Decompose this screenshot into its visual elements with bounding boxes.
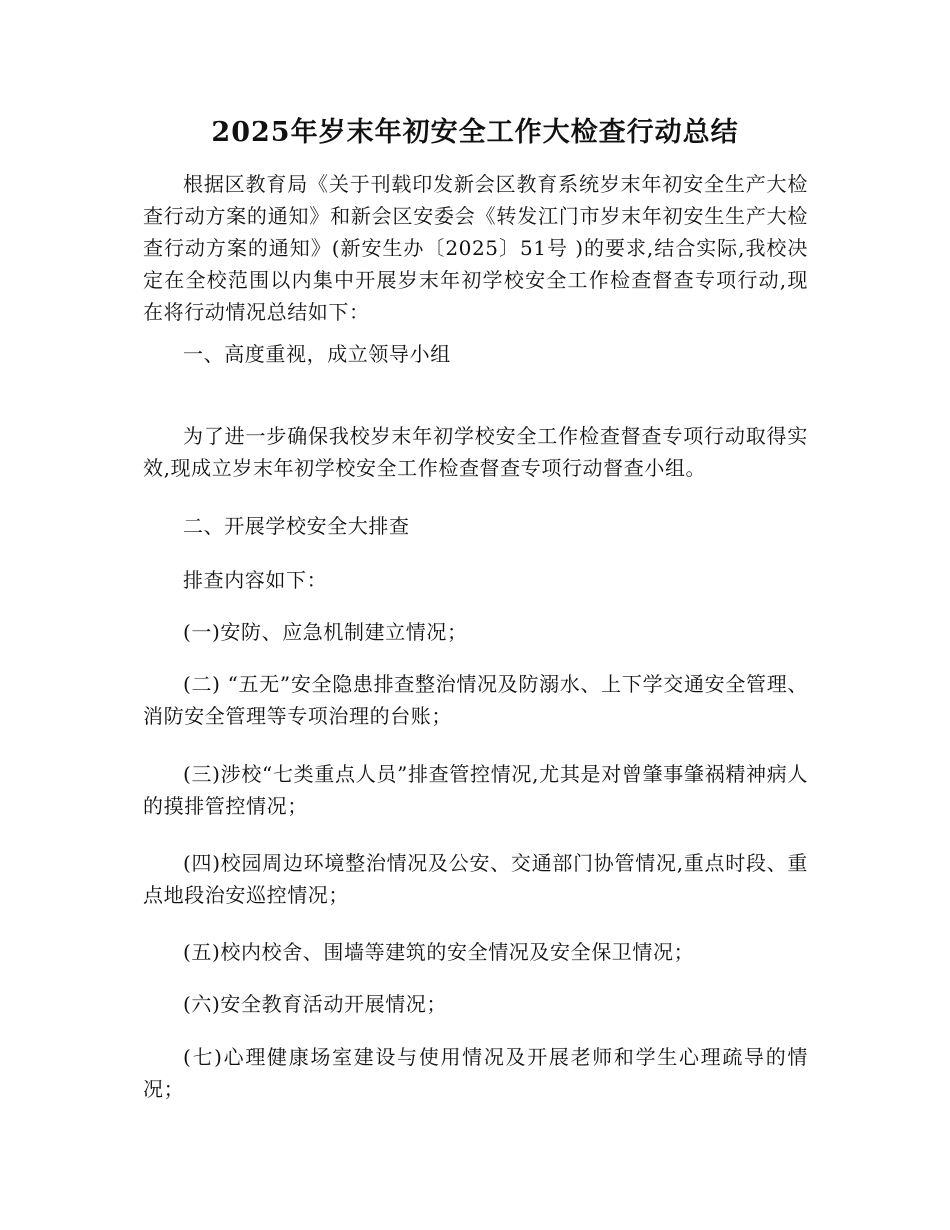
list-item-3: (三)涉校“七类重点人员”排查管控情况,尤其是对曾肇事肇祸精神病人的摸排管控情况； <box>143 762 808 818</box>
list-item-4: (四)校园周边环境整治情况及公安、交通部门协管情况,重点时段、重点地段治安巡控情况； <box>143 851 808 907</box>
list-item-7: (七)心理健康场室建设与使用情况及开展老师和学生心理疏导的情况； <box>143 1045 808 1101</box>
list-item-5: (五)校内校舍、围墙等建筑的安全情况及安全保卫情况； <box>183 940 695 964</box>
list-item-1: (一)安防、应急机制建立情况； <box>183 620 468 644</box>
document-title: 2025年岁末年初安全工作大检查行动总结 <box>211 117 739 148</box>
intro-paragraph: 根据区教育局《关于刊载印发新会区教育系统岁末年初安全生产大检查行动方案的通知》和新会区安委会《转发江门市岁末年初安生生产大检查行动方案的通知》(新安生办〔2025〕51号 )的要求,结合实际,我校决定在全校范围以内集中开展岁末年初学校安全工作检查督查专项行动,现在将行动情况总结如下： <box>143 172 808 324</box>
paragraph-check-intro: 排查内容如下： <box>183 568 328 592</box>
list-item-2: (二) “五无”安全隐患排查整治情况及防溺水、上下学交通安全管理、消防安全管理等专项治理的台账； <box>143 672 808 728</box>
paragraph-leadership: 为了进一步确保我校岁末年初学校安全工作检查督查专项行动取得实效,现成立岁末年初学校安全工作检查督查专项行动督查小组。 <box>143 424 808 480</box>
section-heading-1: 一、高度重视，成立领导小组 <box>183 342 451 366</box>
list-item-6: (六)安全教育活动开展情况； <box>183 992 448 1016</box>
section-heading-2: 二、开展学校安全大排查 <box>183 514 410 538</box>
